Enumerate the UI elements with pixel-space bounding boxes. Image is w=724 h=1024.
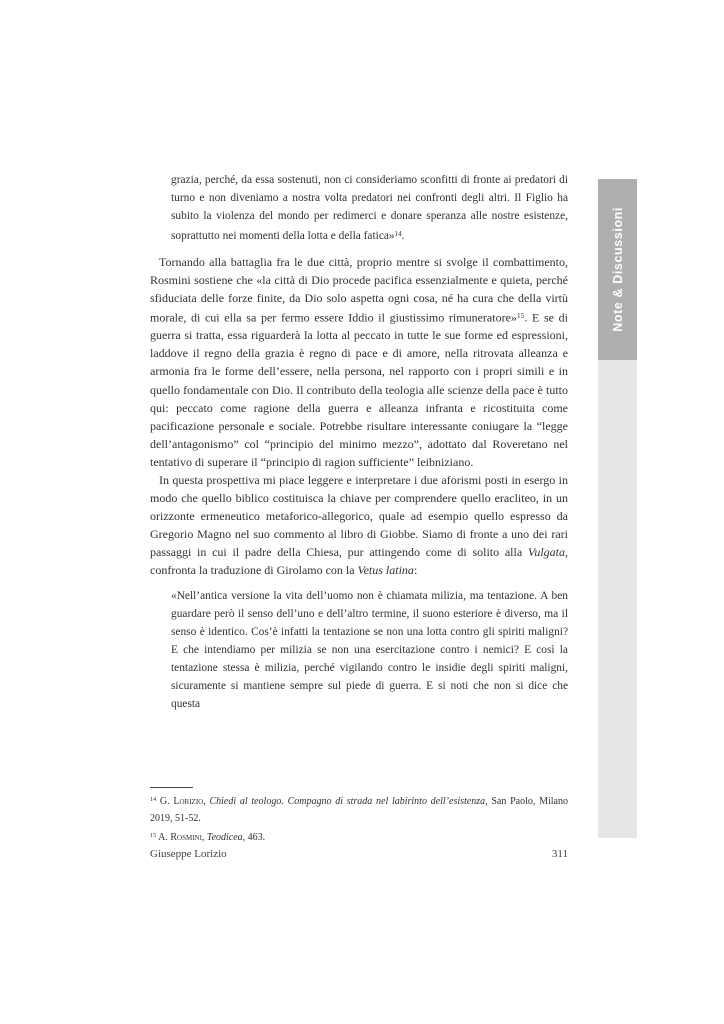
sidebar-strip (598, 360, 637, 838)
text-segment: . E se di guerra si tratta, essa riguarderà la lotta al peccato in tutte le sue forme ed espressioni, laddove il regno della grazia è regno di pace e di amore, nella ritrovata alleanza e armonia fra le forme dell’essere, nella persona, nel rapporto con i propri simili e in quello fondamentale con Dio. Il contributo della teologia alle scienze della pace è tutto qui: peccato come ragione della guerra e alleanza infranta e ricostituita come pacificazione personale e sociale. Potrebbe risultare interessante coniugare la “legge dell’antagonismo” col “principio del minimo mezzo”, adottato dal Roveretano nel tentativo di superare il “principio di ragion sufficiente” leibniziano. (150, 310, 569, 469)
footnote-ref: 15 (150, 831, 157, 839)
quote-block (171, 587, 568, 714)
quote-block (171, 171, 568, 246)
text-segment: Tornando alla battaglia fra le due città, proprio mentre si svolge il combattimento, Rosmini sostiene che «la città di Dio procede pacifica essenzialmente e quieta, perché sfiduciata delle forze finite, da Dio solo aspetta ogni cosa, né ha cura che della virtù morale, di cui ella sa per fermo essere Iddio il giustissimo rimuneratore» (150, 254, 568, 325)
text-segment: , confronta la traduzione di Girolamo con la (150, 545, 568, 578)
section-tab-label: Note & Discussioni (610, 207, 625, 332)
footnotes (150, 791, 568, 846)
text-segment: Chiedi al teologo. Compagno di strada nel labirinto dell’esistenza (209, 795, 486, 807)
text-segment: Vetus latina (357, 563, 414, 578)
text-segment: . (401, 230, 405, 243)
footer-page-number: 311 (551, 848, 568, 860)
paragraph-block (150, 253, 568, 471)
footnote-item (150, 791, 568, 827)
text-segment: In questa prospettiva mi piace leggere e interpretare i due aforismi posti in esergo in modo che quello biblico costituisca la chiave per comprendere quello eracliteo, in un orizzonte ermeneutico metaforico-allegorico, quale ad esempio quello espresso da Gregorio Magno nel suo commento al libro di Giobbe. Siamo di fronte a uno dei rari passaggi in cui il padre della Chiesa, pur attingendo come di solito alla (150, 473, 568, 560)
footnote-ref: 14 (150, 796, 157, 803)
paragraph-block (150, 471, 568, 580)
text-segment: , (201, 831, 207, 843)
footnote-ref: 15 (516, 310, 525, 320)
footnote-ref: 14 (394, 230, 402, 239)
text-segment: Rosmini (170, 831, 202, 843)
section-tab (598, 179, 637, 360)
text-segment: Lorizio (173, 795, 204, 807)
text-segment: G. (156, 795, 174, 807)
text-segment: , (203, 795, 210, 807)
text-segment: Vulgata (527, 545, 565, 560)
text-segment: grazia, perché, da essa sostenuti, non ci consideriamo sconfitti di fronte ai predatori di turno e non diveniamo a nostra volta predatori nei confronti degli altri. Il Figlio ha subito la violenza del mondo per redimerci e donare speranza alle nostre esistenze, soprattutto nei momenti della lotta e della fatica» (171, 174, 568, 243)
text-segment: , 463. (242, 831, 266, 843)
text-segment: «Nell’antica versione la vita dell’uomo non è chiamata milizia, ma tentazione. A ben guardare però il senso dell’uno e dell’altro termine, il suono esteriore è diverso, ma il senso è identico. Cos’è infatti la tentazione se non una lotta contro gli spiriti maligni? E che intendiamo per milizia se non una esercitazione contro i nemici? E così la tentazione stessa è milizia, perché vigilando contro le insidie degli spiriti maligni, sicuramente si mantiene sempre sul piede di guerra. E si noti che non si dice che questa (171, 589, 568, 711)
footnote-item (150, 827, 568, 846)
page-footer (150, 848, 568, 860)
text-segment: Teodicea (206, 831, 243, 843)
text-column (150, 171, 568, 713)
text-segment: A. (156, 831, 171, 843)
footer-author: Giuseppe Lorizio (150, 848, 227, 860)
text-segment: : (413, 563, 418, 578)
footnote-separator-rule (150, 787, 193, 788)
text-segment: , San Paolo, Milano 2019, 51-52. (150, 795, 568, 824)
